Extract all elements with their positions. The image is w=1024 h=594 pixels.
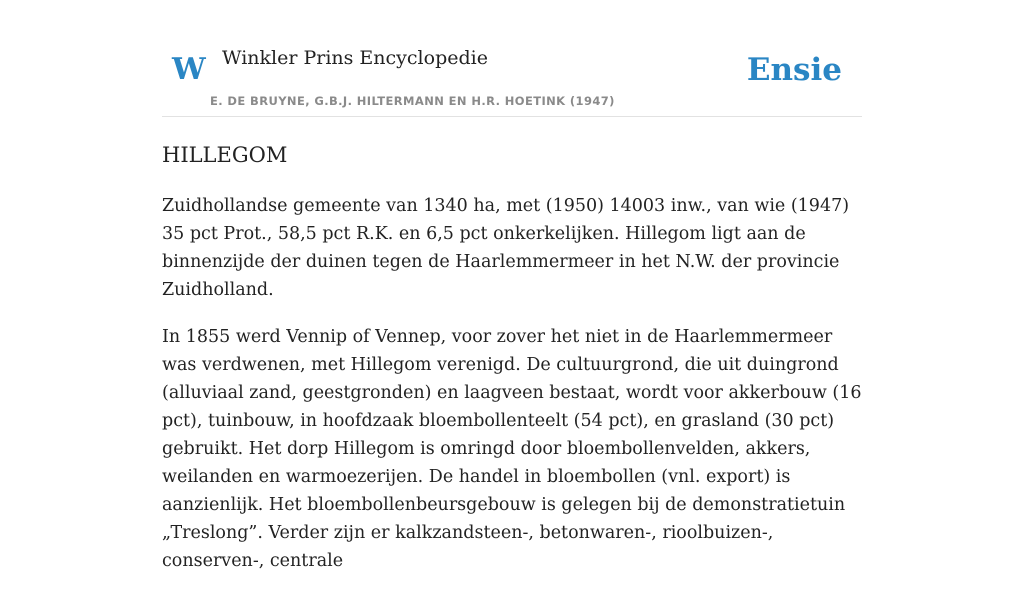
authors-line: E. DE BRUYNE, G.B.J. HILTERMANN EN H.R. HOETINK (1947): [210, 94, 615, 108]
ensie-logo-link[interactable]: Ensie: [746, 52, 842, 88]
winkler-prins-logo[interactable]: W: [172, 52, 206, 87]
site-header: [162, 0, 862, 117]
article-paragraph: In 1855 werd Vennip of Vennep, voor zover het niet in de Haarlemmermeer was verdwenen, met Hillegom verenigd. De cultuurgrond, die uit duingrond (alluviaal zand, geestgronden) en laagveen bestaat, wordt voor akkerbouw (16 pct), tuinbouw, in hoofdzaak bloembollenteelt (54 pct), en grasland (30 pct) gebruikt. Het dorp Hillegom is omringd door bloembollenvelden, akkers, weilanden en warmoezerijen. De handel in bloembollen (vnl. export) is aanzienlijk. Het bloembollenbeursgebouw is gelegen bij de demonstratietuin „Treslong”. Verder zijn er kalkzandsteen-, betonwaren-, rioolbuizen-, conserven-, centrale: [162, 327, 862, 571]
article-paragraph: Zuidhollandse gemeente van 1340 ha, met (1950) 14003 inw., van wie (1947) 35 pct Prot., 58,5 pct R.K. en 6,5 pct onkerkelijken. Hillegom ligt aan de binnenzijde der duinen tegen de Haarlemmermeer in het N.W. der provincie Zuidholland.: [162, 196, 850, 300]
article-body: [162, 192, 862, 594]
article-title: HILLEGOM: [162, 143, 288, 167]
site-title[interactable]: Winkler Prins Encyclopedie: [222, 47, 488, 69]
